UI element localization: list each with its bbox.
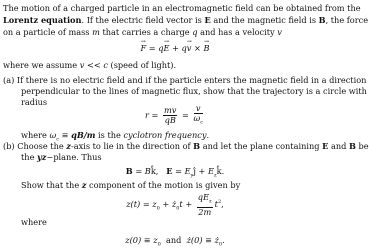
initial-conditions: $z(0) \equiv z_0$ and ż(0) ≡ $ż_0$. bbox=[125, 235, 225, 248]
assumption-line: where we assume v << c (speed of light). bbox=[3, 60, 177, 70]
intro-line-1: The motion of a charged particle in an electromagnetic field can be obtained from the bbox=[3, 3, 361, 13]
z-motion-equation: $z(t) = z_0$ + $ż_0t$ + $\frac{qE_z}{2m}$ $t^2$, bbox=[126, 192, 224, 217]
part-b-line-2: the yz−plane. Thus bbox=[21, 152, 102, 162]
part-a-line-2: perpendicular to the lines of magnetic flux, show that the trajectory is a circle with bbox=[21, 86, 367, 96]
field-definitions: B = Bk̂, $E = E_yĵ$ + $E_zk̂$. bbox=[125, 166, 225, 179]
part-a-line-3: radius bbox=[21, 97, 48, 107]
cyclotron-definition: where $\omega_c \equiv qB/m$ is the cyclotron frequency. bbox=[21, 130, 210, 143]
radius-equation: r = $\frac{mv}{qB}$ = $\frac{v}{\omega_c}$ bbox=[145, 103, 203, 126]
show-z-component: Show that the z component of the motion is given by bbox=[21, 180, 241, 190]
part-a-line-1: (a) If there is no electric field and if the particle enters the magnetic field in a direction bbox=[3, 75, 367, 85]
where-label: where bbox=[21, 217, 47, 227]
intro-line-2: Lorentz equation. If the electric field vector is E and the magnetic field is B, the force bbox=[3, 15, 369, 25]
lorentz-force-equation: → F = q→ E + q→ v × → B bbox=[0, 43, 350, 53]
part-b-line-1: (b) Choose the z-axis to lie in the direction of B and let the plane containing E and B be bbox=[3, 141, 369, 151]
intro-line-3: on a particle of mass m that carries a charge q and has a velocity v bbox=[3, 27, 282, 37]
